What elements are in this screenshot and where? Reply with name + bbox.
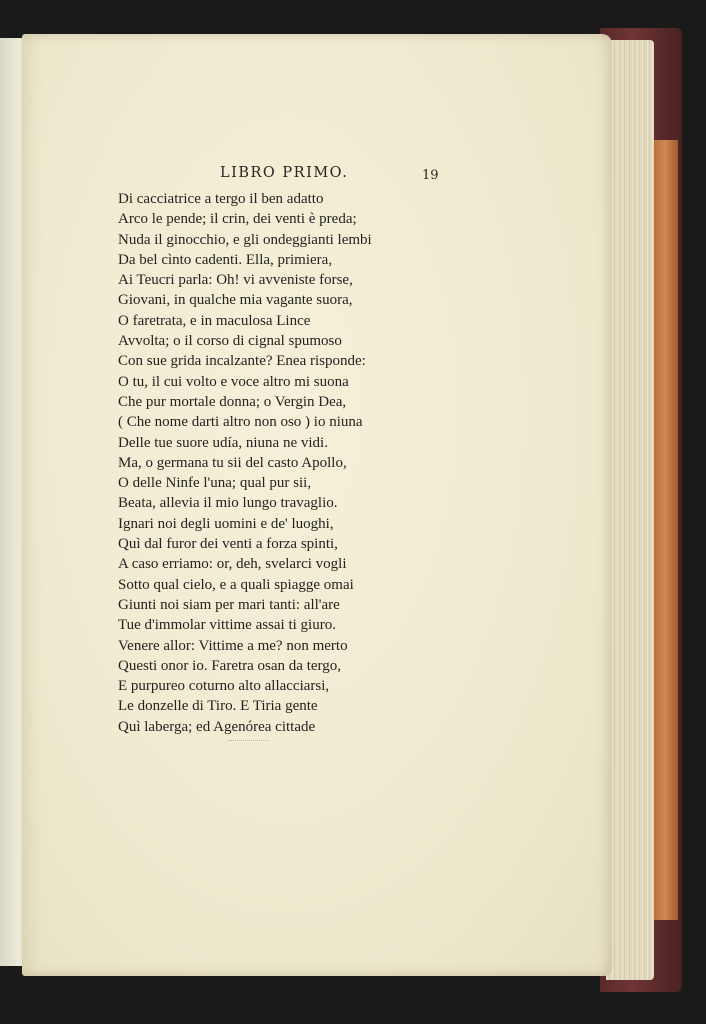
verse-line: Che pur mortale donna; o Vergin Dea, — [118, 393, 347, 410]
verse-line: O tu, il cui volto e voce altro mi suona — [118, 373, 349, 390]
verse-line: O faretrata, e in maculosa Lince — [118, 312, 311, 329]
verse-line: Ignari noi degli uomini e de' luoghi, — [118, 515, 334, 532]
verse-line: Avvolta; o il corso di cignal spumoso — [118, 333, 342, 350]
running-title: LIBRO PRIMO. — [220, 165, 349, 181]
verse-line: Ma, o germana tu sii del casto Apollo, — [118, 454, 347, 471]
verse-line: Questi onor io. Faretra osan da tergo, — [118, 657, 342, 674]
verse-line: Venere allor: Vittime a me? non merto — [118, 637, 348, 654]
verse-line: Sotto qual cielo, e a quali spiagge omai — [118, 576, 354, 593]
verse-line: Di cacciatrice a tergo il ben adatto — [118, 191, 324, 207]
verse-line: Quì dal furor dei venti a forza spinti, — [118, 536, 338, 553]
verse-line: Delle tue suore udía, niuna ne vidi. — [118, 434, 328, 451]
verse-line: Giovani, in qualche mia vagante suora, — [118, 292, 353, 309]
page-number: 19 — [422, 168, 439, 183]
verse-line: E purpureo coturno alto allacciarsi, — [118, 678, 330, 695]
catchword-mark — [228, 740, 268, 741]
verse-line: Con sue grida incalzante? Enea risponde: — [118, 353, 366, 370]
verse-line: Arco le pende; il crin, dei venti è preda; — [118, 211, 357, 228]
verse-line: Giunti noi siam per mari tanti: all'are — [118, 596, 340, 613]
verse-line: Ai Teucri parla: Oh! vi avveniste forse, — [118, 272, 353, 289]
verse-line: Tue d'immolar vittime assai ti giuro. — [118, 617, 336, 634]
verse-line: Nuda il ginocchio, e gli ondeggianti lembi — [118, 231, 372, 248]
verse-line: ( Che nome darti altro non oso ) io niuna — [118, 414, 363, 431]
verse-line: A caso erriamo: or, deh, svelarci vogli — [118, 556, 347, 573]
verse-line: Le donzelle di Tiro. E Tiria gente — [118, 698, 318, 715]
page-edges — [606, 40, 654, 980]
cover-edge — [652, 140, 678, 920]
verse-line: O delle Ninfe l'una; qual pur sii, — [118, 475, 312, 492]
verse-list — [118, 189, 418, 737]
verse-line: Da bel cìnto cadenti. Ella, primiera, — [118, 251, 333, 268]
verse-line: Quì laberga; ed Agenórea cittade — [118, 718, 316, 735]
verse-line: Beata, allevia il mio lungo travaglio. — [118, 495, 338, 512]
